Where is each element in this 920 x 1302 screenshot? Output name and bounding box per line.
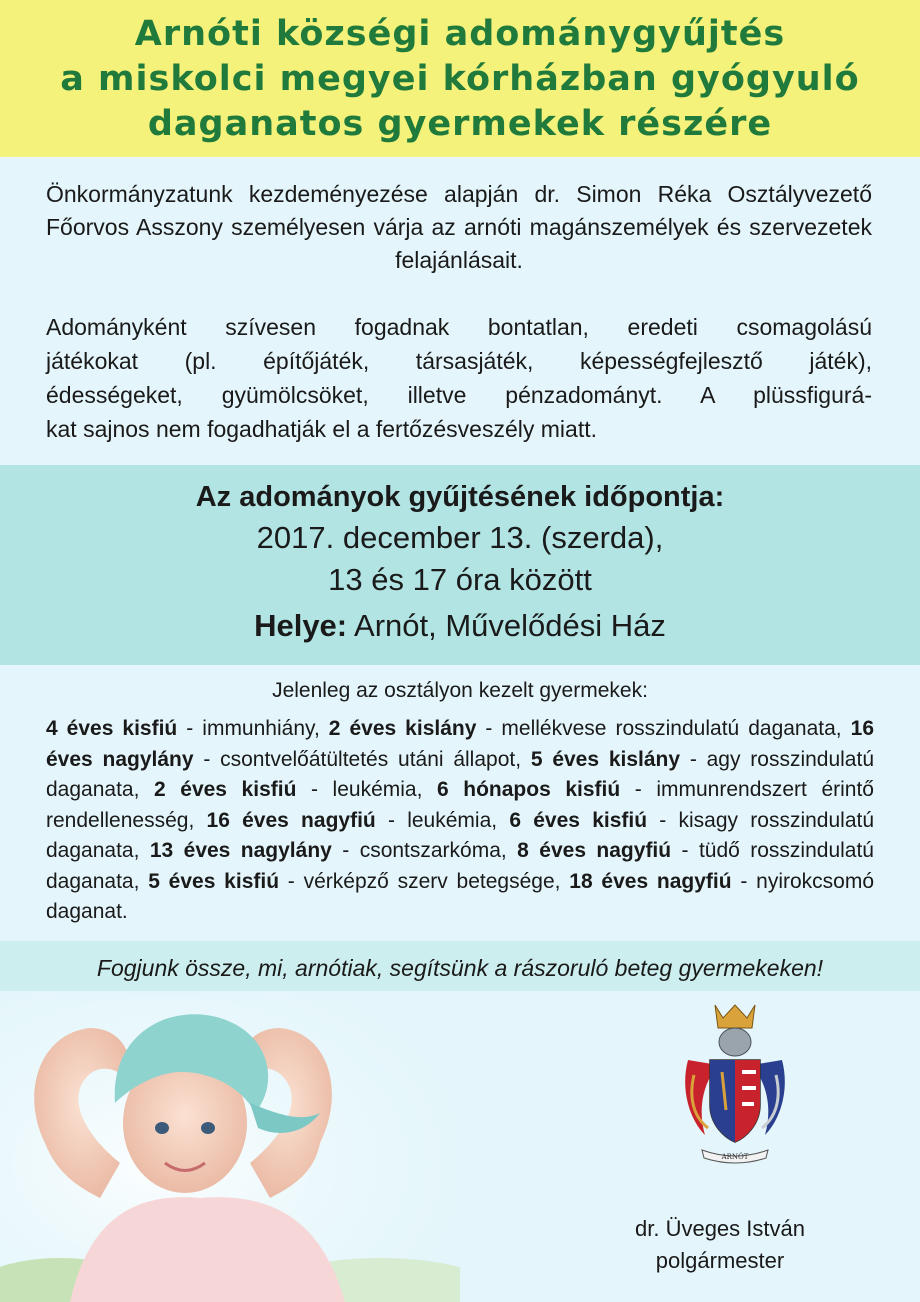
crest-motto: ARNÓT [721,1153,749,1161]
child-age-gender: 16 éves nagyfiú [206,808,376,832]
child-diagnosis: leukémia [407,808,492,832]
municipal-crest [680,1000,790,1165]
collection-time: 13 és 17 óra között [328,562,592,597]
donation-info-paragraph [46,310,872,446]
title-line-3: daganatos gyermekek részére [147,104,773,144]
child-diagnosis: tüdő rosszindulatú daganata [46,839,874,893]
child-diagnosis: immunrendszert érintő rendellenesség [46,778,874,832]
child-diagnosis: leukémia [332,778,417,801]
collection-heading: Az adományok gyűjtésének időpontja: [195,481,725,513]
child-diagnosis: immunhiány [202,717,314,740]
place-value: Arnót, Művelődési Ház [354,608,666,643]
child-age-gender: 2 éves kislány [328,717,477,740]
child-photo [0,993,460,1302]
collection-details-band [0,465,920,665]
child-age-gender: 8 éves nagyfiú [517,839,672,862]
donation-info-line: kat sajnos nem fogadhatják el a fertőzésveszély miatt. [46,416,598,442]
title-line-1: Arnóti községi adománygyűjtés [134,14,786,54]
signatory-title: polgármester [655,1248,785,1273]
child-age-gender: 5 éves kisfiú [148,869,280,893]
collection-place [0,603,920,649]
child-diagnosis: csontszarkóma [359,839,501,862]
header-banner [0,0,920,157]
signatory-name: dr. Üveges István [635,1216,805,1241]
child-diagnosis: nyirokcsomó daganat [46,869,875,923]
collection-date: 2017. december 13. (szerda), [256,520,664,555]
page-title [0,0,920,147]
title-line-2: a miskolci megyei kórházban gyógyuló [60,59,860,99]
child-age-gender: 16 éves nagylány [46,717,874,771]
child-diagnosis: vérképző szerv betegsége [303,869,555,893]
child-diagnosis: mellékvese rosszindulatú daganata [501,717,836,740]
child-age-gender: 18 éves nagyfiú [569,869,732,893]
child-age-gender: 5 éves kislány [530,747,681,771]
child-diagnosis: agy rosszindulatú daganata [46,747,875,801]
child-diagnosis: csontvelőátültetés utáni állapot [220,747,516,771]
children-list: 4 éves kisfiú - immunhiány, 2 éves kislány - mellékvese rosszindulatú daganata, 16 éves nagylány - csontvelőátültetés utáni állapot, 5 éves kislány - agy rosszindulatú daganata, 2 éves kisfiú - leukémia, 6 hónapos kisfiú - immunrendszert érintő rendellenesség, 16 éves nagyfiú - leukémia, 6 éves kisfiú - kisagy rosszindulatú daganata, 13 éves nagylány - csontszarkóma, 8 éves nagyfiú - tüdő rosszindulatú daganata, 5 éves kisfiú - vérképző szerv betegsége, 18 éves nagyfiú - nyirokcsomó daganat. [46,717,875,923]
appeal-text: Fogjunk össze, mi, arnótiak, segítsünk a rászoruló beteg gyermekeken! [96,955,824,981]
donation-info-line: Adományként szívesen fogadnak bontatlan, eredeti csomagolású [46,314,872,340]
place-label: Helye: [254,608,348,643]
child-age-gender: 13 éves nagylány [149,839,332,862]
signature-block [600,1213,840,1277]
child-age-gender: 4 éves kisfiú [46,717,178,740]
child-diagnosis: kisagy rosszindulatú daganata [46,808,875,862]
intro-paragraph: Önkormányzatunk kezdeményezése alapján dr. Simon Réka Osztályvezető Főorvos Asszony személyesen várja az arnóti magánszemélyek és szervezetek felajánlásait. [46,181,872,273]
donation-info-line: édességeket, gyümölcsöket, illetve pénzadományt. A plüssfigurá- [46,382,872,408]
children-list-label: Jelenleg az osztályon kezelt gyermekek: [272,679,648,702]
child-age-gender: 2 éves kisfiú [154,778,297,801]
appeal-band [0,941,920,991]
child-age-gender: 6 éves kisfiú [509,808,648,832]
donation-info-line: játékokat (pl. építőjáték, társasjáték, képességfejlesztő játék), [46,348,872,374]
child-age-gender: 6 hónapos kisfiú [437,778,621,801]
